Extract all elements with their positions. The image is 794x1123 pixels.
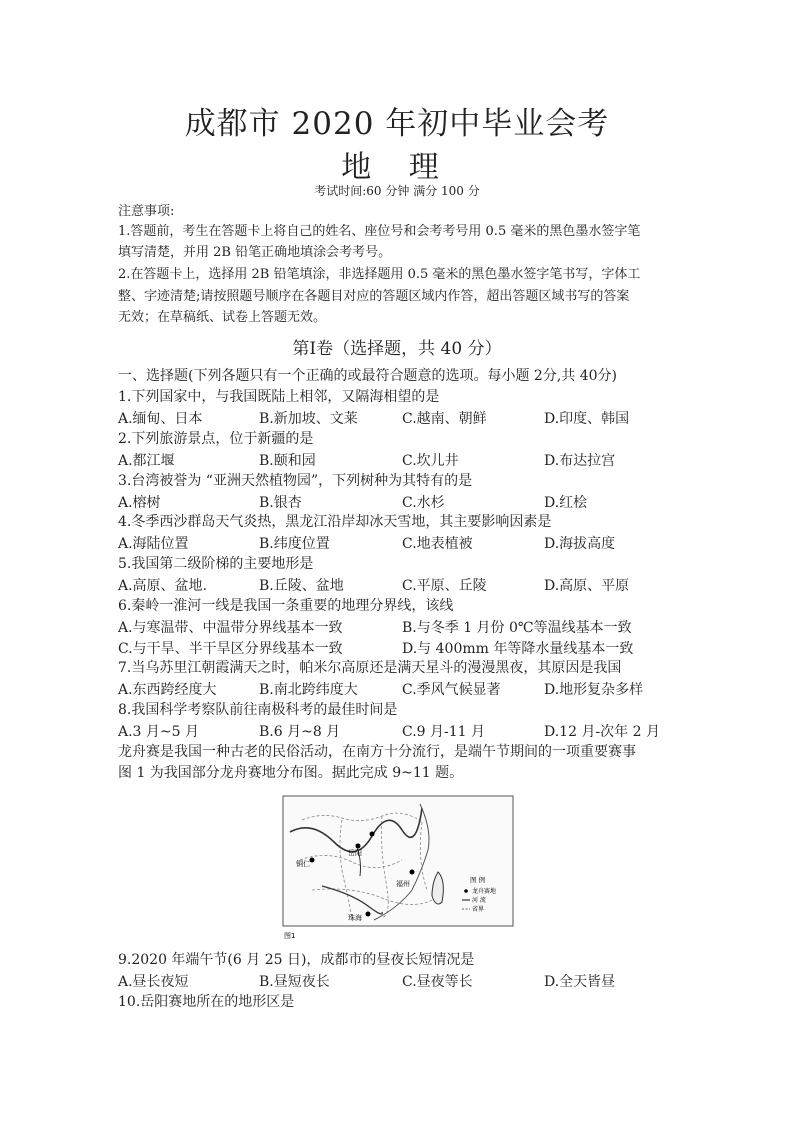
option-a: A.东西跨经度大 bbox=[118, 682, 217, 698]
exam-title: 成都市 2020 年初中毕业会考 bbox=[184, 106, 610, 142]
question-stem: 2.下列旅游景点，位于新疆的是 bbox=[118, 431, 314, 447]
option-a: A.都江堰 bbox=[118, 453, 175, 469]
option-a: A.海陆位置 bbox=[118, 536, 189, 552]
notice-line: 1.答题前，考生在答题卡上将自己的姓名、座位号和会考考号用 0.5 毫米的黑色墨水签字笔 bbox=[118, 224, 641, 239]
notice-line: 2.在答题卡上，选择用 2B 铅笔填涂，非选择题用 0.5 毫米的黑色墨水签字笔书写，字体工 bbox=[118, 267, 641, 282]
section-title: 第Ⅰ卷（选择题，共 40 分） bbox=[292, 339, 502, 359]
legend-title: 图 例 bbox=[470, 876, 486, 884]
option-b: B.银杏 bbox=[259, 495, 302, 511]
option-d: D.印度、韩国 bbox=[544, 411, 630, 427]
notice-heading: 注意事项: bbox=[118, 204, 175, 219]
question-stem: 1.下列国家中，与我国既陆上相邻，又隔海相望的是 bbox=[118, 389, 440, 405]
option-b: B.丘陵、盆地 bbox=[259, 578, 344, 594]
option-a: A.3 月~5 月 bbox=[118, 724, 200, 740]
subject-title: 地 理 bbox=[341, 150, 453, 185]
option-d: D.高原、平原 bbox=[544, 578, 630, 594]
option-d: D.海拔高度 bbox=[544, 536, 616, 552]
place-label: 福州 bbox=[396, 880, 410, 888]
question-stem: 6.秦岭一淮河一线是我国一条重要的地理分界线，该线 bbox=[118, 598, 454, 614]
option-a: A.高原、盆地. bbox=[118, 578, 208, 594]
option-b: B.南北跨纬度大 bbox=[259, 682, 358, 698]
place-label: 珠海 bbox=[348, 914, 362, 922]
legend-item: 龙舟赛地 bbox=[472, 888, 497, 895]
passage-line: 龙舟赛是我国一种古老的民俗活动，在南方十分流行，是端午节期间的一项重要赛事 bbox=[118, 744, 636, 760]
option-b: B.6 月~8 月 bbox=[259, 724, 341, 740]
option-d: D.全天皆昼 bbox=[544, 974, 616, 990]
question-stem: 10.岳阳赛地所在的地形区是 bbox=[118, 994, 295, 1010]
option-d: D.与 400mm 年等降水量线基本一致 bbox=[402, 641, 634, 657]
option-d: D.12 月-次年 2 月 bbox=[544, 724, 660, 740]
option-a: A.昼长夜短 bbox=[118, 974, 189, 990]
option-c: C.平原、丘陵 bbox=[402, 578, 487, 594]
place-label: 岳阳 bbox=[348, 849, 362, 857]
question-stem: 3.台湾被誉为 “亚洲天然植物园”，下列树种为其特有的是 bbox=[118, 473, 473, 489]
option-d: D.红桧 bbox=[544, 495, 588, 511]
place-label: 铜仁 bbox=[296, 860, 310, 868]
exam-info: 考试时间:60 分钟 满分 100 分 bbox=[314, 184, 480, 198]
option-b: B.颐和园 bbox=[259, 453, 316, 469]
option-b: B.与冬季 1 月份 0℃等温线基本一致 bbox=[402, 620, 632, 636]
notice-line: 填写清楚，并用 2B 铅笔正确地填涂会考考号。 bbox=[118, 245, 392, 260]
question-stem: 9.2020 年端午节(6 月 25 日)，成都市的昼夜长短情况是 bbox=[118, 952, 475, 968]
passage-line: 图 1 为我国部分龙舟赛地分布图。据此完成 9~11 题。 bbox=[118, 765, 464, 781]
question-stem: 4.冬季西沙群岛天气炎热，黑龙江沿岸却冰天雪地，其主要影响因素是 bbox=[118, 514, 552, 530]
option-c: C.昼夜等长 bbox=[402, 974, 473, 990]
question-stem: 5.我国第二级阶梯的主要地形是 bbox=[118, 556, 314, 572]
option-b: B.纬度位置 bbox=[259, 536, 330, 552]
option-a: A.与寒温带、中温带分界线基本一致 bbox=[118, 620, 343, 636]
option-a: A.缅甸、日本 bbox=[118, 411, 203, 427]
option-b: B.昼短夜长 bbox=[259, 974, 330, 990]
dragon-boat-map bbox=[282, 790, 518, 942]
notice-line: 整、字迹清楚;请按照题号顺序在各题目对应的答题区域内作答，超出答题区域书写的答案 bbox=[118, 289, 630, 304]
option-a: A.榕树 bbox=[118, 495, 161, 511]
option-c: C.与干旱、半干旱区分界线基本一致 bbox=[118, 641, 343, 657]
option-b: B.新加坡、文莱 bbox=[259, 411, 358, 427]
legend-item: 河 流 bbox=[472, 897, 486, 904]
question-stem: 7.当乌苏里江朝霞满天之时，帕米尔高原还是满天星斗的漫漫黑夜，其原因是我国 bbox=[118, 660, 622, 676]
option-c: C.坎儿井 bbox=[402, 453, 459, 469]
option-d: D.地形复杂多样 bbox=[544, 682, 644, 698]
option-c: C.9 月-11 月 bbox=[402, 724, 486, 740]
question-stem: 8.我国科学考察队前往南极科考的最佳时间是 bbox=[118, 702, 398, 718]
notice-line: 无效；在草稿纸、试卷上答题无效。 bbox=[118, 310, 327, 325]
figure-caption: 图1 bbox=[284, 932, 296, 940]
option-c: C.地表植被 bbox=[402, 536, 473, 552]
legend-item: 省界 bbox=[472, 906, 485, 913]
option-d: D.布达拉宫 bbox=[544, 453, 616, 469]
option-c: C.越南、朝鲜 bbox=[402, 411, 487, 427]
option-c: C.季风气候显著 bbox=[402, 682, 501, 698]
option-c: C.水杉 bbox=[402, 495, 445, 511]
section-instruction: 一、选择题(下列各题只有一个正确的或最符合题意的选项。每小题 2分,共 40分) bbox=[118, 368, 617, 384]
